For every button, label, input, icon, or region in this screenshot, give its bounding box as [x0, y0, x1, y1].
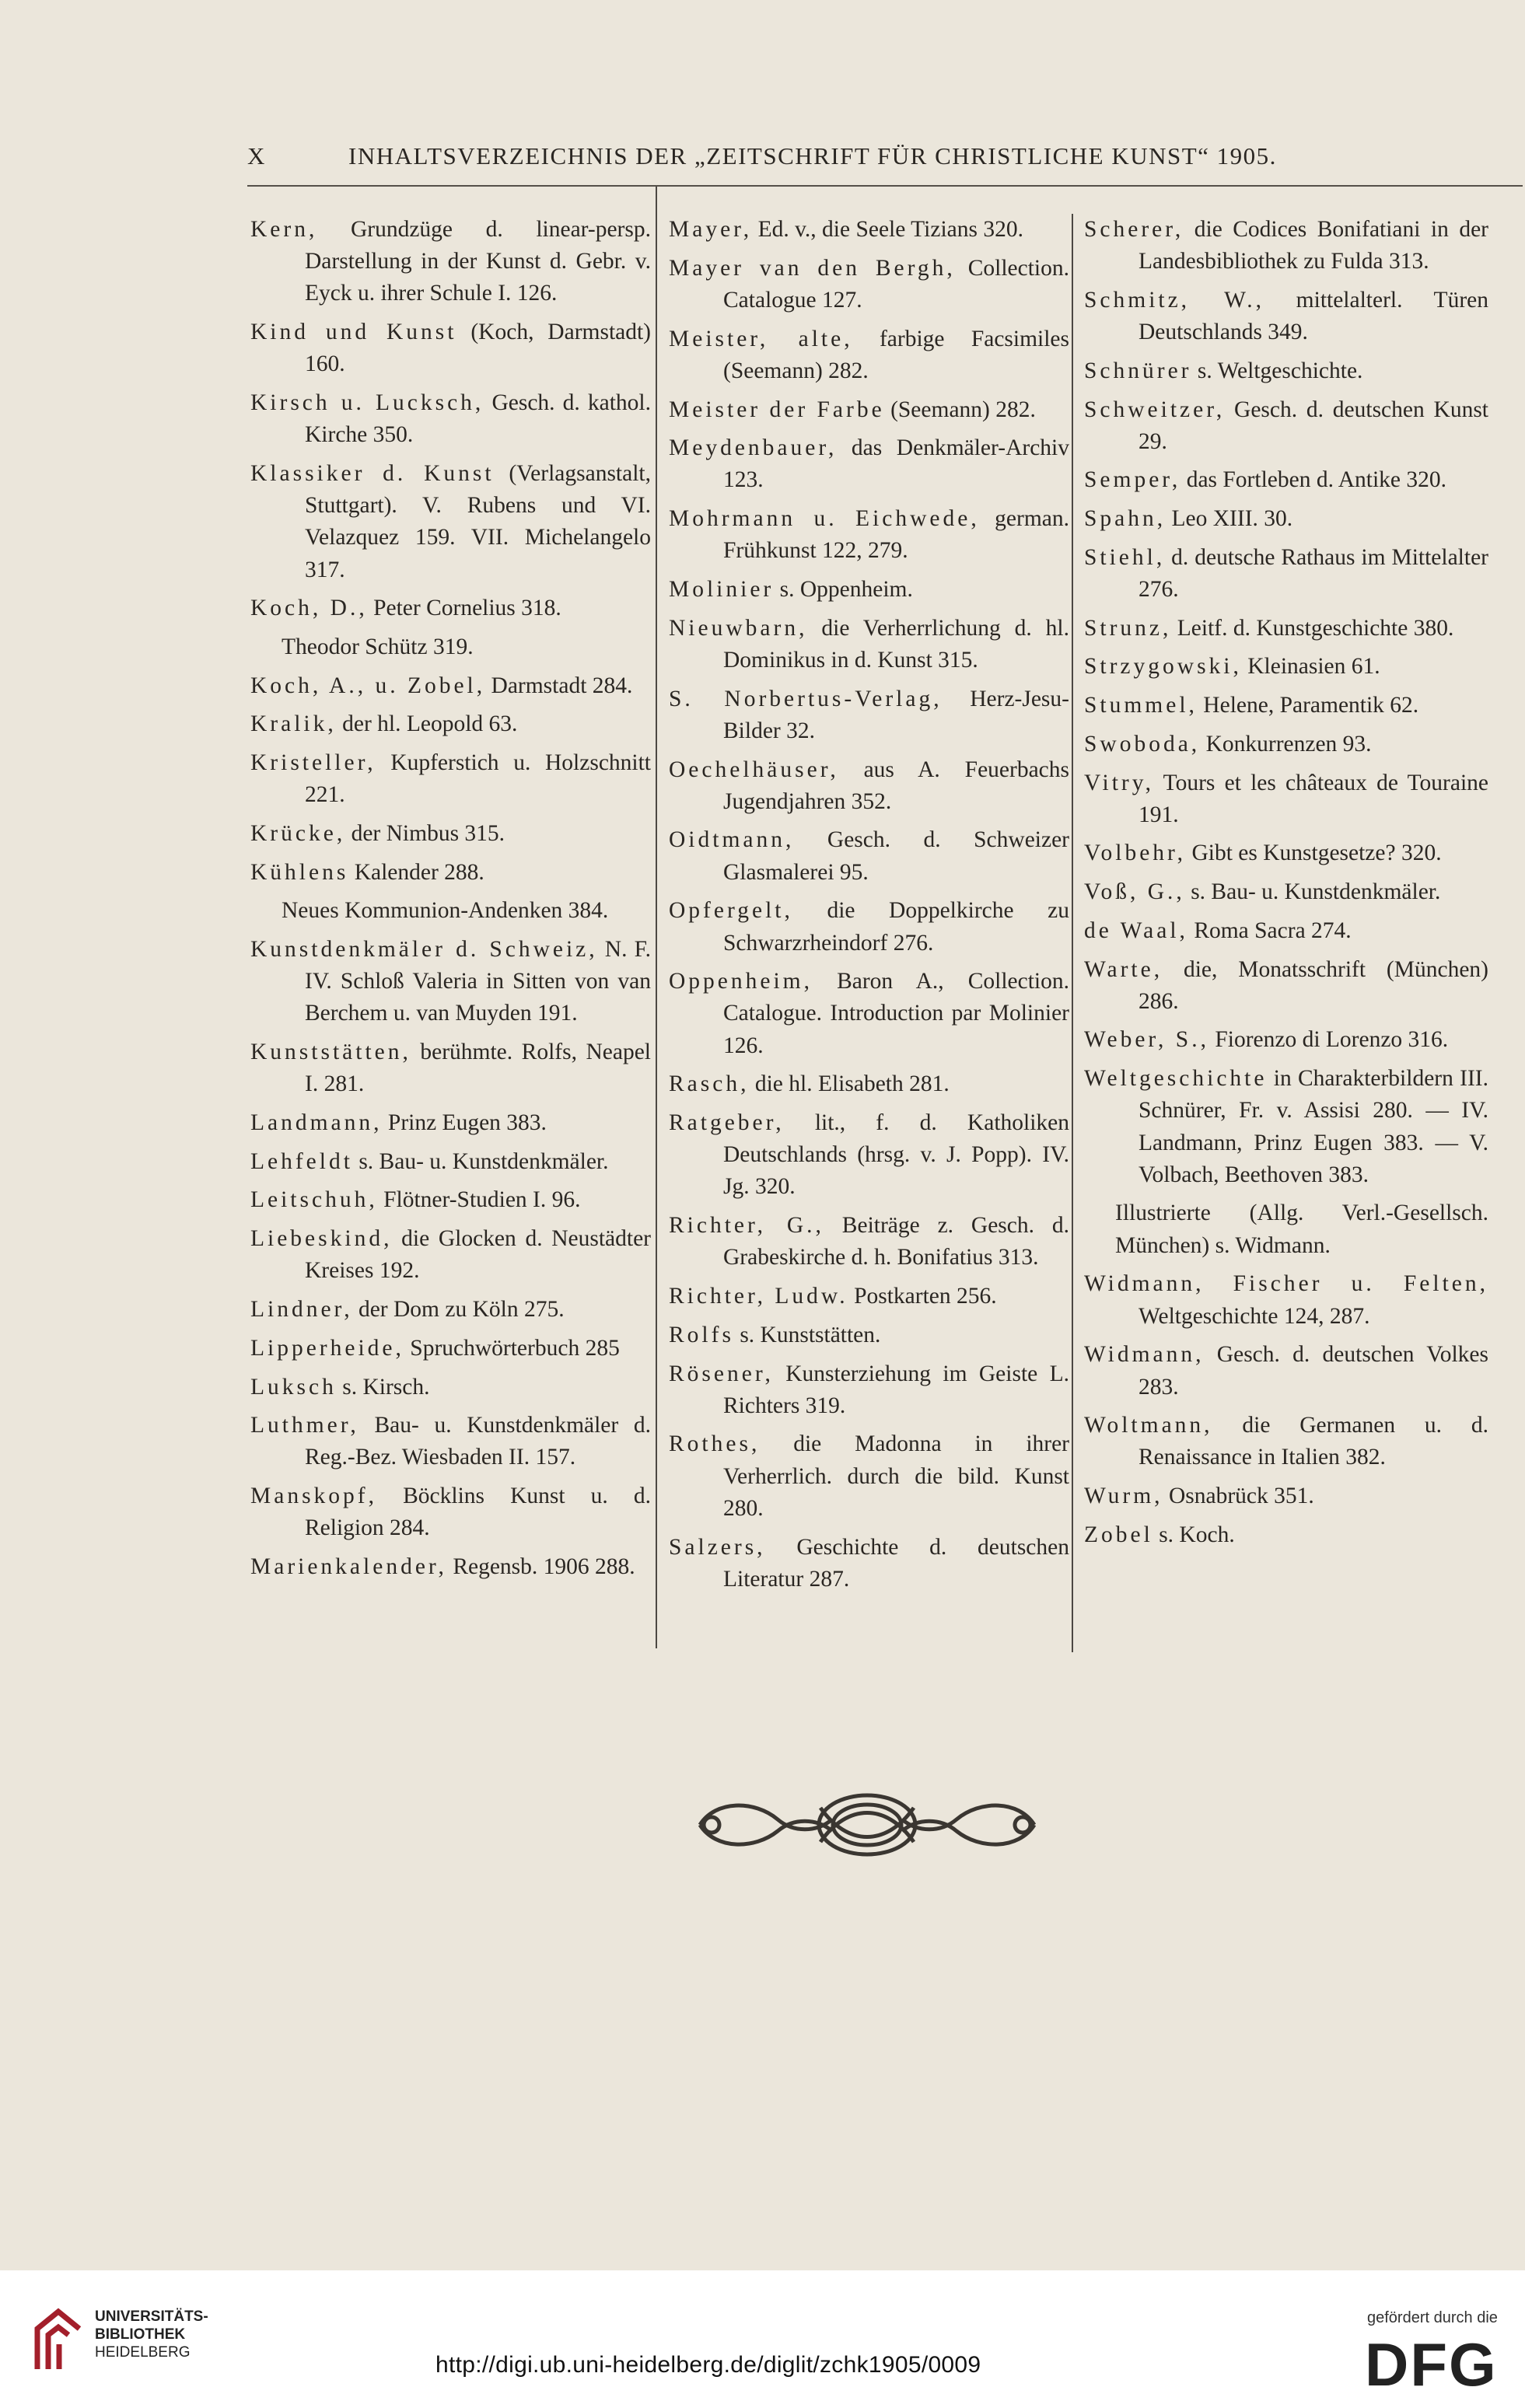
entry-text: die Verherrlichung d. hl. Dominikus in d. Kunst 315.: [723, 615, 1069, 673]
entry-text: d. deutsche Rathaus im Mittelalter 276.: [1139, 544, 1488, 603]
index-entry: [250, 214, 651, 310]
entry-text: s. Oppenheim.: [779, 577, 913, 603]
index-entry: [1084, 651, 1488, 683]
index-entry: [669, 503, 1069, 567]
entry-name: Voß, G.,: [1084, 879, 1185, 905]
entry-name: Klassiker d. Kunst: [250, 460, 495, 486]
index-entry: [669, 394, 1069, 426]
entry-text: Regensb. 1906 288.: [453, 1554, 635, 1580]
index-entry: [1084, 1480, 1488, 1512]
index-entry: [1084, 613, 1488, 645]
entry-name: Strzygowski,: [1084, 654, 1242, 680]
entry-text: Fiorenzo di Lorenzo 316.: [1215, 1027, 1449, 1053]
index-entry: [1084, 285, 1488, 348]
entry-text: Gesch. d. kathol. Kirche 350.: [305, 390, 651, 448]
entry-text: der Nimbus 315.: [351, 820, 505, 846]
entry-text: die Germanen u. d. Renaissance in Italien 382.: [1139, 1413, 1488, 1470]
entry-name: Stiehl,: [1084, 544, 1166, 570]
column-divider-2: [1072, 214, 1073, 1652]
index-column-1: [250, 214, 651, 1590]
entry-name: Richter, Ludw.: [669, 1284, 848, 1309]
entry-text: Kupferstich u. Holzschnitt 221.: [305, 750, 651, 808]
index-entry: [250, 818, 651, 850]
entry-text: s. Weltgeschichte.: [1197, 358, 1363, 383]
entry-name: Manskopf,: [250, 1484, 378, 1509]
index-entry: [669, 683, 1069, 747]
entry-text: Beiträge z. Gesch. d. Grabeskirche d. h. Bonifatius 313.: [723, 1213, 1069, 1270]
dfg-logo: [1365, 2333, 1505, 2391]
entry-text: s. Bau- u. Kunstdenkmäler.: [359, 1148, 609, 1174]
index-entry: [1084, 1197, 1488, 1261]
entry-name: Kirsch u. Lucksch,: [250, 390, 484, 416]
index-entry: [250, 1372, 651, 1403]
entry-name: Liebeskind,: [250, 1226, 393, 1252]
decorative-ornament: [684, 1784, 1050, 1866]
entry-name: Kunstdenkmäler d. Schweiz,: [250, 937, 598, 963]
entry-name: Volbehr,: [1084, 841, 1187, 866]
index-entry: [1084, 1519, 1488, 1551]
entry-name: Kralik,: [250, 711, 337, 737]
entry-name: Schnürer: [1084, 358, 1192, 383]
index-entry: [250, 1551, 651, 1583]
entry-name: Swoboda,: [1084, 731, 1201, 757]
entry-text: Böcklins Kunst u. d. Religion 284.: [305, 1484, 652, 1541]
entry-name: Stummel,: [1084, 693, 1198, 718]
entry-name: Zobel: [1084, 1522, 1153, 1547]
entry-name: Luthmer,: [250, 1413, 359, 1438]
index-entry: [250, 1223, 651, 1287]
entry-name: Meydenbauer,: [669, 435, 838, 461]
entry-text: Konkurrenzen 93.: [1205, 731, 1372, 757]
entry-name: Molinier: [669, 577, 775, 603]
entry-text: Geschichte d. deutschen Literatur 287.: [723, 1534, 1069, 1592]
entry-name: Woltmann,: [1084, 1413, 1213, 1438]
entry-name: Widmann,: [1084, 1342, 1205, 1368]
entry-text: die Madonna in ihrer Verherrlich. durch die bild. Kunst 280.: [723, 1431, 1070, 1521]
entry-text: Weltgeschichte 124, 287.: [1139, 1303, 1370, 1329]
index-entry: [1084, 837, 1488, 869]
entry-name: Kunststätten,: [250, 1040, 411, 1065]
index-entry: [1084, 1024, 1488, 1056]
entry-name: Nieuwbarn,: [669, 615, 808, 641]
entry-name: Koch, A., u. Zobel,: [250, 673, 486, 698]
entry-text: das Denkmäler-Archiv 123.: [723, 435, 1069, 493]
entry-text: Herz-Jesu-Bilder 32.: [723, 686, 1069, 743]
entry-name: Krücke,: [250, 820, 346, 846]
entry-text: Illustrierte (Allg. Verl.-Gesellsch. München) s. Widmann.: [1115, 1201, 1488, 1258]
index-entry: [1084, 1268, 1488, 1332]
entry-name: Lipperheide,: [250, 1335, 404, 1361]
entry-name: Salzers,: [669, 1534, 766, 1560]
entry-text: Gesch. d. Schweizer Glasmalerei 95.: [723, 827, 1069, 885]
funder-note: gefördert durch die: [1367, 2309, 1498, 2326]
index-entry: [250, 1036, 651, 1100]
index-entry: [250, 1146, 651, 1178]
index-entry: [669, 432, 1069, 496]
entry-text: Osnabrück 351.: [1168, 1484, 1314, 1509]
entry-name: Koch, D.,: [250, 596, 368, 621]
entry-text: lit., f. d. Katholiken Deutschlands (hrsg. v. J. Popp). IV. Jg. 320.: [723, 1110, 1070, 1200]
index-entry: [250, 458, 651, 586]
entry-text: Darmstadt 284.: [491, 673, 633, 698]
entry-text: Leitf. d. Kunstgeschichte 380.: [1177, 615, 1454, 641]
entry-text: Leo XIII. 30.: [1171, 506, 1293, 532]
index-column-2: [669, 214, 1069, 1602]
index-entry: [250, 895, 651, 927]
index-entry: [669, 1210, 1069, 1274]
index-entry: [1084, 503, 1488, 535]
index-entry: [250, 670, 651, 702]
index-entry: [250, 592, 651, 624]
index-entry: [1084, 954, 1488, 1018]
index-entry: [1084, 464, 1488, 496]
entry-name: Lindner,: [250, 1297, 353, 1323]
entry-text: Helene, Paramentik 62.: [1203, 693, 1419, 718]
index-entry: [250, 708, 651, 740]
entry-text: die Glocken d. Neustädter Kreises 192.: [305, 1226, 652, 1284]
entry-name: Strunz,: [1084, 615, 1172, 641]
index-entry: [1084, 1339, 1488, 1403]
entry-text: aus A. Feuerbachs Jugendjahren 352.: [723, 757, 1069, 814]
index-column-3: [1084, 214, 1488, 1558]
entry-name: Widmann, Fischer u. Felten,: [1084, 1271, 1488, 1297]
entry-name: Kristeller,: [250, 750, 376, 776]
entry-text: N. F. IV. Schloß Valeria in Sitten von van Berchem u. van Muyden 191.: [305, 937, 651, 1026]
entry-text: (Koch, Darmstadt) 160.: [305, 320, 652, 377]
index-entry: [669, 1281, 1069, 1312]
index-entry: [669, 323, 1069, 387]
entry-name: Ratgeber,: [669, 1110, 785, 1136]
index-entry: [669, 1532, 1069, 1595]
index-entry: [1084, 1063, 1488, 1191]
entry-name: Richter, G.,: [669, 1213, 824, 1239]
entry-text: Gibt es Kunstgesetze? 320.: [1191, 841, 1442, 866]
entry-name: Spahn,: [1084, 506, 1166, 532]
entry-text: Roma Sacra 274.: [1194, 917, 1352, 943]
entry-text: (Verlagsanstalt, Stuttgart). V. Rubens und VI. Velazquez 159. VII. Michelangelo 317.: [305, 460, 651, 582]
index-entry: [1084, 876, 1488, 908]
entry-name: Weltgeschichte: [1084, 1066, 1268, 1092]
index-entry: [669, 966, 1069, 1062]
page-header: [247, 142, 1379, 170]
entry-name: Oidtmann,: [669, 827, 795, 853]
svg-text:DFG: DFG: [1365, 2333, 1498, 2391]
entry-name: Landmann,: [250, 1110, 383, 1136]
entry-name: Rolfs: [669, 1322, 734, 1347]
index-entry: [1084, 1410, 1488, 1473]
entry-name: Mayer van den Bergh,: [669, 255, 956, 281]
index-entry: [669, 1358, 1069, 1422]
entry-name: Schmitz, W.,: [1084, 287, 1265, 313]
entry-name: Rasch,: [669, 1071, 750, 1097]
entry-name: Scherer,: [1084, 217, 1184, 242]
entry-text: Kunsterziehung im Geiste L. Richters 319.: [723, 1361, 1069, 1418]
index-entry: [1084, 214, 1488, 278]
entry-text: Tours et les châteaux de Touraine 191.: [1139, 770, 1489, 827]
library-name: UNIVERSITÄTS- BIBLIOTHEK HEIDELBERG: [95, 2308, 208, 2361]
entry-name: Meister der Farbe: [669, 397, 885, 422]
index-entry: [1084, 767, 1488, 831]
entry-text: Baron A., Collection. Catalogue. Introduction par Molinier 126.: [723, 969, 1069, 1058]
entry-text: Postkarten 256.: [854, 1284, 997, 1309]
index-entry: [1084, 729, 1488, 760]
index-entry: [250, 934, 651, 1030]
entry-name: Oppenheim,: [669, 969, 813, 994]
entry-text: in Charakterbildern III. Schnürer, Fr. v. Assisi 280. — IV. Landmann, Prinz Eugen 383. — V. Volbach, Beethoven 383.: [1139, 1066, 1489, 1187]
index-entry: [250, 1410, 651, 1473]
entry-name: Wurm,: [1084, 1484, 1163, 1509]
entry-text: german. Frühkunst 122, 279.: [723, 506, 1069, 564]
entry-name: Kind und Kunst: [250, 320, 457, 345]
index-entry: [669, 754, 1069, 818]
entry-name: Kühlens: [250, 859, 349, 885]
entry-name: de Waal,: [1084, 917, 1188, 943]
index-entry: [1084, 542, 1488, 606]
entry-text: s. Bau- u. Kunstdenkmäler.: [1191, 879, 1441, 905]
entry-text: Bau- u. Kunstdenkmäler d. Reg.-Bez. Wiesbaden II. 157.: [305, 1413, 652, 1470]
index-entry: [669, 1319, 1069, 1351]
entry-text: Gesch. d. deutschen Volkes 283.: [1139, 1342, 1488, 1400]
entry-text: Collection. Catalogue 127.: [723, 255, 1069, 313]
entry-name: S. Norbertus-Verlag,: [669, 686, 943, 711]
entry-text: s. Kunststätten.: [740, 1322, 881, 1347]
entry-text: die, Monatsschrift (München) 286.: [1139, 956, 1488, 1014]
index-entry: [669, 1428, 1069, 1525]
index-entry: [250, 857, 651, 889]
entry-text: die Codices Bonifatiani in der Landesbibliothek zu Fulda 313.: [1139, 217, 1489, 274]
entry-text: Prinz Eugen 383.: [387, 1110, 547, 1136]
entry-text: das Fortleben d. Antike 320.: [1186, 467, 1446, 493]
entry-name: Leitschuh,: [250, 1187, 378, 1213]
index-entry: [669, 214, 1069, 246]
page-number: X: [247, 142, 266, 170]
index-entry: [250, 387, 651, 451]
entry-name: Lehfeldt: [250, 1148, 353, 1174]
entry-text: der hl. Leopold 63.: [342, 711, 518, 737]
index-entry: [669, 824, 1069, 888]
index-entry: [250, 1184, 651, 1216]
entry-name: Luksch: [250, 1374, 337, 1400]
entry-name: Oechelhäuser,: [669, 757, 839, 782]
entry-name: Marienkalender,: [250, 1554, 447, 1580]
index-entry: [669, 574, 1069, 606]
library-logo-icon: [31, 2305, 86, 2375]
entry-name: Schweitzer,: [1084, 397, 1226, 422]
index-entry: [1084, 915, 1488, 947]
index-entry: [669, 253, 1069, 316]
index-entry: [669, 1068, 1069, 1100]
entry-text: Theodor Schütz 319.: [282, 634, 474, 659]
entry-name: Weber, S.,: [1084, 1027, 1209, 1053]
index-entry: [1084, 690, 1488, 722]
entry-name: Rösener,: [669, 1361, 774, 1386]
entry-name: Mayer,: [669, 217, 753, 242]
entry-text: (Seemann) 282.: [890, 397, 1036, 422]
header-rule: [247, 185, 1523, 187]
index-entry: [250, 1107, 651, 1139]
column-divider-1: [656, 187, 657, 1648]
index-entry: [250, 631, 651, 663]
index-entry: [250, 1294, 651, 1326]
entry-text: die Doppelkirche zu Schwarzrheindorf 276.: [723, 898, 1069, 956]
entry-text: berühmte. Rolfs, Neapel I. 281.: [305, 1040, 651, 1097]
entry-name: Kern,: [250, 217, 318, 242]
entry-name: Rothes,: [669, 1431, 761, 1457]
entry-name: Opfergelt,: [669, 898, 793, 924]
entry-text: Ed. v., die Seele Tizians 320.: [757, 217, 1023, 242]
entry-text: mittelalterl. Türen Deutschlands 349.: [1139, 287, 1488, 345]
index-entry: [669, 613, 1069, 676]
index-entry: [669, 1107, 1069, 1204]
entry-text: Kalender 288.: [354, 859, 484, 885]
source-url-link[interactable]: http://digi.ub.uni-heidelberg.de/diglit/zchk1905/0009: [435, 2352, 981, 2378]
entry-text: der Dom zu Köln 275.: [358, 1297, 565, 1323]
entry-text: s. Koch.: [1159, 1522, 1235, 1547]
running-title: INHALTSVERZEICHNIS DER „ZEITSCHRIFT FÜR CHRISTLICHE KUNST“ 1905.: [348, 142, 1277, 170]
index-entry: [669, 895, 1069, 959]
index-entry: [1084, 355, 1488, 387]
footer-bar: [0, 2270, 1525, 2408]
index-entry: [250, 747, 651, 811]
index-entry: [250, 316, 651, 380]
entry-text: Flötner-Studien I. 96.: [383, 1187, 581, 1213]
entry-text: farbige Facsimiles (Seemann) 282.: [723, 326, 1070, 383]
entry-text: Gesch. d. deutschen Kunst 29.: [1139, 397, 1488, 454]
entry-text: Spruchwörterbuch 285: [410, 1335, 620, 1361]
entry-text: Peter Cornelius 318.: [373, 596, 561, 621]
entry-text: die hl. Elisabeth 281.: [754, 1071, 950, 1097]
entry-name: Meister, alte,: [669, 326, 853, 351]
entry-text: s. Kirsch.: [342, 1374, 430, 1400]
entry-text: Neues Kommunion-Andenken 384.: [282, 898, 609, 924]
entry-name: Semper,: [1084, 467, 1181, 493]
entry-name: Mohrmann u. Eichwede,: [669, 506, 980, 532]
entry-name: Warte,: [1084, 956, 1163, 982]
entry-text: Grundzüge d. linear-persp. Darstellung in der Kunst d. Gebr. v. Eyck u. ihrer Schule I. 126.: [305, 217, 651, 306]
index-entry: [250, 1480, 651, 1544]
index-entry: [1084, 394, 1488, 458]
entry-text: Kleinasien 61.: [1247, 654, 1380, 680]
entry-name: Vitry,: [1084, 770, 1154, 795]
index-entry: [250, 1333, 651, 1365]
